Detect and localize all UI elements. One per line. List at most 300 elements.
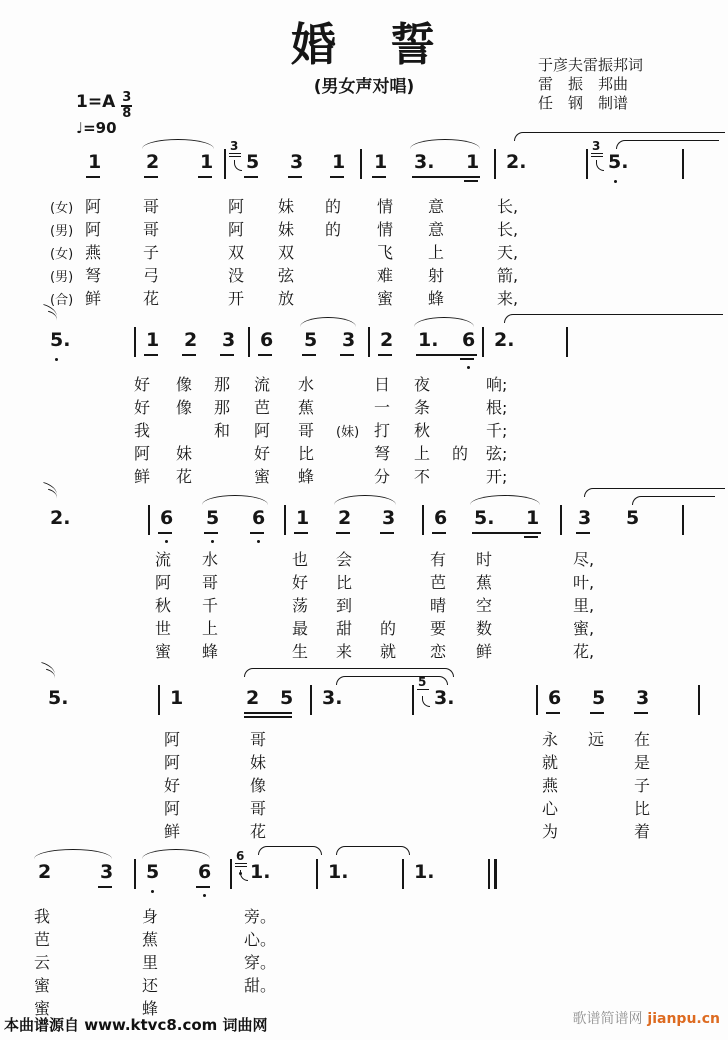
beam [98,886,112,888]
lyric-char: 会 [336,550,353,569]
lyric-char: 好 [134,375,151,394]
note: 5. [608,151,629,173]
tie-arc [616,140,719,149]
beam [464,180,478,182]
grace-note: 6 [236,849,245,863]
note: 2 [380,329,394,351]
octave-dot [211,540,214,543]
note: 1 [170,687,184,709]
octave-dot [257,540,260,543]
beam [158,532,172,534]
beam [340,354,354,356]
lyric-char: 甜。 [244,976,277,995]
lyric-char: 恋 [430,642,447,661]
note: 5 [246,151,260,173]
lyric-char: 放 [278,289,295,308]
lyric-char: 阿 [164,799,181,818]
lyric-char: 哥 [298,421,315,440]
beam [144,176,158,178]
song-subtitle: (男女声对唱) [313,77,415,97]
key-label: 1=A [76,92,116,112]
lyric-char: 不 [414,467,431,486]
watermark-site-name: 歌谱简谱网 [572,1011,643,1027]
lyric-char: 情 [377,220,394,239]
lyric-char: 流 [155,550,172,569]
credit-composer: 雷 振 邦曲 [538,75,629,93]
lyric-char: 最 [292,619,309,638]
note: 6 [160,507,174,529]
lyric-char: 花 [250,822,267,841]
grace-note: 3 [230,139,239,153]
lyric-char: 弦 [278,266,295,285]
lyric-char: 开; [486,467,508,486]
slur-arc [142,139,214,149]
slur-arc [300,317,356,327]
note: 1 [526,507,540,529]
beam [198,176,212,178]
beam [460,358,474,360]
barline [412,685,414,715]
slur-arc [334,495,396,505]
lyric-char: 飞 [377,243,394,262]
note: 1 [332,151,346,173]
lyric-char: 花 [143,289,160,308]
lyric-char: 那 [214,398,231,417]
lyric-char: 弦; [486,444,508,463]
watermark-source-left: 本曲谱源自 www.ktvc8.com 词曲网 [4,1016,268,1034]
note: 5. [474,507,495,529]
note: 3. [414,151,435,173]
tie-arc [336,846,410,855]
note: 5 [592,687,606,709]
lyric-char: 像 [176,375,193,394]
note: 6 [252,507,266,529]
lyric-char: 阿 [155,573,172,592]
lyric-voice-tag: (男) [50,224,74,239]
key-signature [76,92,132,120]
lyric-char: 还 [142,976,159,995]
barline [368,327,370,357]
lyric-char: 日 [374,375,391,394]
lyric-char: 开 [228,289,245,308]
note: 5 [304,329,318,351]
note: 5 [626,507,640,529]
beam [204,532,218,534]
lyric-char: 妹 [250,753,267,772]
grace-note-beam [229,153,241,154]
beam [244,712,292,714]
lyric-char: 阿 [134,444,151,463]
barline [360,149,362,179]
lyric-char: 来, [497,289,519,308]
grace-note-beam [235,863,247,864]
note: 1. [414,861,435,883]
lyric-char: 蜂 [298,467,315,486]
song-title-char-2: 誓 [390,18,438,71]
lyric-char: 蜜, [573,619,595,638]
lyric-char: 没 [228,266,245,285]
note: 6 [548,687,562,709]
lyric-char: 妹 [176,444,193,463]
lyric-char: 鲜 [134,467,151,486]
beam [412,176,480,178]
lyric-char: 芭 [34,930,51,949]
lyric-char: 阿 [164,730,181,749]
lyric-char: 打 [374,421,391,440]
beam [244,176,258,178]
lyric-char: 哥 [143,197,160,216]
note: 2 [146,151,160,173]
lyric-char: 长, [497,220,519,239]
lyric-char: 芭 [430,573,447,592]
lyric-char: 秋 [155,596,172,615]
lyric-char: 世 [155,619,172,638]
lyric-char: 蜜 [34,999,51,1018]
lyric-char: 的 [325,197,342,216]
note: 3 [636,687,650,709]
grace-note-beam [591,156,603,157]
note: 6 [198,861,212,883]
lyric-char: 就 [380,642,397,661]
lyric-voice-tag: (合) [50,293,74,308]
note: 5 [206,507,220,529]
credits-block [538,56,690,113]
note: 3 [382,507,396,529]
lyric-char: 生 [292,642,309,661]
tie-arc [504,314,723,323]
note: 3 [290,151,304,173]
grace-hook [596,160,604,171]
lyric-char: 有 [430,550,447,569]
lyric-char: 的 [325,220,342,239]
lyric-char: 上 [414,444,431,463]
note: 2 [184,329,198,351]
lyric-char: 尽, [573,550,595,569]
credit-transcriber: 任 钢 制谱 [538,94,629,112]
grace-note-beam [235,866,247,867]
lyric-char: 蜂 [428,289,445,308]
barline [682,149,684,179]
lyric-char: 来 [336,642,353,661]
slur-arc [410,139,480,149]
lyric-char: 妹 [278,197,295,216]
slur-arc [142,849,210,859]
beam [432,532,446,534]
note: 2 [338,507,352,529]
grace-hook [234,160,242,171]
lyric-char: 夜 [414,375,431,394]
beam [302,354,316,356]
time-signature-denominator: 8 [122,105,132,121]
lyric-char: 上 [428,243,445,262]
tempo-marking: ♩=90 [76,119,117,137]
tie-continuation-arc [46,311,59,321]
lyric-char: 永 [542,730,559,749]
final-barline-thick [494,859,497,889]
lyric-char: 千 [202,596,219,615]
barline [402,859,404,889]
barline [148,505,150,535]
beam [634,712,648,714]
octave-dot [467,366,470,369]
lyric-char: 在 [634,730,651,749]
lyric-char: 身 [142,907,159,926]
lyric-char: 蕉 [476,573,493,592]
final-barline-thin [488,859,490,889]
beam [244,716,292,718]
watermark-source-right [573,1008,720,1028]
barline [560,505,562,535]
beam [590,712,604,714]
slur-arc [34,849,112,859]
note: 6 [260,329,274,351]
lyric-char: 好 [164,776,181,795]
lyric-char: 花, [573,642,595,661]
tie-continuation-arc [46,489,59,499]
note: 5. [50,329,71,351]
slur-arc [470,495,540,505]
lyric-char: 比 [634,799,651,818]
beam [144,354,158,356]
lyric-char: 的 [452,444,469,463]
barline [134,859,136,889]
lyric-char: 弩 [85,266,102,285]
grace-octave-dot [239,872,242,875]
note: 1. [418,329,439,351]
lyric-char: 鲜 [164,822,181,841]
barline [248,327,250,357]
slur-arc [202,495,268,505]
octave-dot [203,894,206,897]
note: 5. [48,687,69,709]
lyric-char: 长, [497,197,519,216]
lyric-char: 到 [336,596,353,615]
lyric-char: 哥 [143,220,160,239]
lyric-char: 双 [278,243,295,262]
note: 2. [506,151,527,173]
lyric-char: 时 [476,550,493,569]
tie-arc [336,676,448,685]
tie-continuation-arc [44,669,57,679]
beam [576,532,590,534]
lyric-char: 阿 [228,197,245,216]
note: 6 [434,507,448,529]
lyric-char: 里 [142,953,159,972]
lyric-char: 子 [634,776,651,795]
beam [380,532,394,534]
lyric-char: 荡 [292,596,309,615]
time-signature-numerator: 3 [122,90,132,105]
beam [378,354,392,356]
lyric-char: 蜜 [34,976,51,995]
lyric-char: 秋 [414,421,431,440]
octave-dot [614,180,617,183]
lyric-char: 双 [228,243,245,262]
watermark-domain: jianpu.cn [642,1011,720,1027]
time-signature [121,92,132,120]
barline [224,149,226,179]
grace-note-beam [229,156,241,157]
lyric-char: 天, [497,243,519,262]
beam [416,354,477,356]
lyric-char: 蜜 [254,467,271,486]
lyric-char: 上 [202,619,219,638]
lyric-char: 鲜 [476,642,493,661]
barline [158,685,160,715]
beam [330,176,344,178]
lyric-char: 响; [486,375,508,394]
barline [566,327,568,357]
note: 3. [322,687,343,709]
barline [536,685,538,715]
octave-dot [165,540,168,543]
lyric-char: 要 [430,619,447,638]
lyric-char: 数 [476,619,493,638]
credit-lyricist: 于彦夫雷振邦词 [538,56,644,74]
lyric-char: 意 [428,197,445,216]
note: 3 [342,329,356,351]
lyric-char: 哥 [202,573,219,592]
lyric-char: 蕉 [142,930,159,949]
beam [524,536,538,538]
note: 1 [466,151,480,173]
lyric-char: 蕉 [298,398,315,417]
slur-arc [414,317,474,327]
lyric-char: 阿 [164,753,181,772]
note: 1 [200,151,214,173]
lyric-voice-tag: (妹) [336,425,360,440]
beam [258,354,272,356]
lyric-char: 蜜 [377,289,394,308]
beam [182,354,196,356]
lyric-char: 子 [143,243,160,262]
note: 1 [88,151,102,173]
lyric-char: 蜜 [155,642,172,661]
lyric-char: 阿 [254,421,271,440]
note: 6 [462,329,476,351]
lyric-char: 妹 [278,220,295,239]
lyric-char: 阿 [85,197,102,216]
lyric-char: 好 [134,398,151,417]
beam [472,532,541,534]
lyric-char: 的 [380,619,397,638]
lyric-char: 比 [336,573,353,592]
lyric-char: 和 [214,421,231,440]
lyric-char: 鲜 [85,289,102,308]
lyric-char: 心 [542,799,559,818]
note: 5 [280,687,294,709]
lyric-char: 旁。 [244,907,277,926]
lyric-char: 弩 [374,444,391,463]
lyric-char: 甜 [336,619,353,638]
note: 2 [246,687,260,709]
lyric-char: 流 [254,375,271,394]
barline [482,327,484,357]
note: 3 [100,861,114,883]
lyric-char: 着 [634,822,651,841]
barline [682,505,684,535]
note: 3 [222,329,236,351]
lyric-char: 芭 [254,398,271,417]
beam [288,176,302,178]
lyric-char: 哥 [250,730,267,749]
note: 1 [374,151,388,173]
lyric-char: 千; [486,421,508,440]
lyric-char: 比 [298,444,315,463]
lyric-char: 阿 [228,220,245,239]
note: 1. [250,861,271,883]
barline [230,859,232,889]
lyric-char: 穿。 [244,953,277,972]
lyric-char: 远 [588,730,605,749]
lyric-char: 箭, [497,266,519,285]
note: 2. [494,329,515,351]
lyric-char: 那 [214,375,231,394]
lyric-char: 花 [176,467,193,486]
beam [250,532,264,534]
lyric-char: 好 [292,573,309,592]
grace-note-beam [591,153,603,154]
tie-arc [632,496,715,505]
barline [494,149,496,179]
barline [284,505,286,535]
note: 1. [328,861,349,883]
grace-hook [422,696,430,707]
octave-dot [151,890,154,893]
lyric-char: 水 [298,375,315,394]
lyric-char: 我 [134,421,151,440]
barline [422,505,424,535]
beam [86,176,100,178]
note: 3 [578,507,592,529]
lyric-char: 射 [428,266,445,285]
lyric-char: 云 [34,953,51,972]
grace-note: 3 [592,139,601,153]
lyric-char: 也 [292,550,309,569]
lyric-char: 里, [573,596,595,615]
lyric-char: 水 [202,550,219,569]
note: 2 [38,861,52,883]
tie-arc [258,846,322,855]
lyric-char: 燕 [85,243,102,262]
beam [196,886,210,888]
lyric-char: 为 [542,822,559,841]
lyric-voice-tag: (女) [50,247,74,262]
lyric-char: 空 [476,596,493,615]
grace-note-beam [417,689,429,690]
song-title-char-1: 婚 [290,18,338,71]
lyric-char: 叶, [573,573,595,592]
lyric-char: 就 [542,753,559,772]
beam [372,176,386,178]
note: 1 [296,507,310,529]
lyric-char: 弓 [143,266,160,285]
lyric-char: 晴 [430,596,447,615]
note: 5 [146,861,160,883]
barline [586,149,588,179]
lyric-char: 心。 [244,930,277,949]
barline [698,685,700,715]
lyric-char: 情 [377,197,394,216]
beam [546,712,560,714]
lyric-char: 蜂 [142,999,159,1018]
lyric-char: 燕 [542,776,559,795]
octave-dot [55,358,58,361]
lyric-char: 难 [377,266,394,285]
barline [316,859,318,889]
lyric-char: 我 [34,907,51,926]
lyric-char: 是 [634,753,651,772]
